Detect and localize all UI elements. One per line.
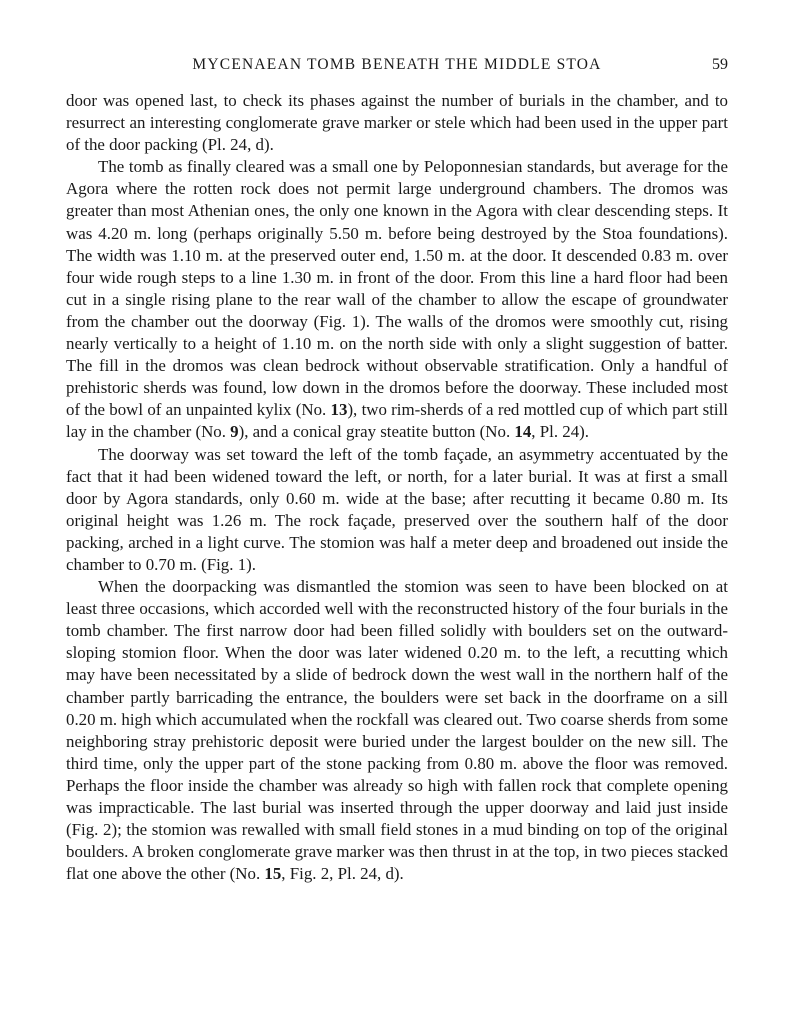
text-run: , Fig. 2, Pl. 24, d). — [281, 864, 404, 884]
body-text — [66, 90, 728, 885]
text-run: door was opened last, to check its phases against the number of burials in the chamber, and to resurrect an interesting conglomerate grave marker or stele which had been used in the upper part of the door packing (Pl. 24, d). — [66, 91, 728, 155]
running-head — [66, 56, 728, 78]
text-run: ), and a conical gray steatite button (No. — [238, 422, 515, 442]
page — [66, 56, 728, 885]
running-title: MYCENAEAN TOMB BENEATH THE MIDDLE STOA — [192, 56, 602, 73]
text-run: , Pl. 24). — [531, 422, 590, 442]
paragraph-3 — [66, 444, 728, 577]
catalog-number: 13 — [330, 400, 348, 420]
catalog-number: 15 — [264, 864, 282, 884]
paragraph-4 — [66, 576, 728, 885]
catalog-number: 9 — [230, 422, 239, 442]
text-run: The tomb as finally cleared was a small one by Peloponnesian standards, but average for the Agora where the rotten rock does not permit large underground chambers. The dromos was greater than most Athenian ones, the only one known in the Agora with clear descending steps. It was 4.20 m. long (perhaps originally 5.50 m. before being destroyed by the Stoa foundations). The width was 1.10 m. at the preserved outer end, 1.50 m. at the door. It descended 0.83 m. over four wide rough steps to a line 1.30 m. in front of the door. From this line a hard floor had been cut in a single rising plane to the rear wall of the chamber to allow the escape of groundwater from the chamber out the doorway (Fig. 1). The walls of the dromos were smoothly cut, rising nearly vertically to a height of 1.10 m. on the north side with only a slight suggestion of batter. The fill in the dromos was clean bedrock without observable stratification. Only a handful of prehistoric sherds was found, low down in the dromos before the doorway. These included most of the bowl of an unpainted kylix (No. — [66, 157, 728, 420]
paragraph-1 — [66, 90, 728, 156]
text-run: ), two rim-sherds of a red mottled cup of which part still lay in the chamber (No. — [66, 400, 728, 442]
text-run: When the doorpacking was dismantled the stomion was seen to have been blocked on at least three occasions, which accorded well with the reconstructed history of the four burials in the tomb chamber. The first narrow door had been filled solidly with boulders set on the outward-sloping stomion floor. When the door was later widened 0.20 m. to the left, a recutting which may have been necessitated by a slide of bedrock down the west wall in the northern half of the chamber partly barricading the entrance, the boulders were set back in the doorframe on a sill 0.20 m. high which accumulated when the rockfall was cleared out. Two coarse sherds from some neighboring stray prehistoric deposit were buried under the largest boulder on the new sill. The third time, only the upper part of the stone packing from 0.80 m. above the floor was removed. Perhaps the floor inside the chamber was already so high with fallen rock that complete opening was impracticable. The last burial was inserted through the upper doorway and laid just inside (Fig. 2); the stomion was rewalled with small field stones in a mud binding on top of the original boulders. A broken conglomerate grave marker was then thrust in at the top, in two pieces stacked flat one above the other (No. — [66, 577, 728, 884]
page-number: 59 — [712, 56, 728, 73]
catalog-number: 14 — [514, 422, 532, 442]
paragraph-2 — [66, 156, 728, 443]
text-run: The doorway was set toward the left of the tomb façade, an asymmetry accentuated by the fact that it had been widened toward the left, or north, for a later burial. It was at first a small door by Agora standards, only 0.60 m. wide at the base; after recutting it became 0.80 m. Its original height was 1.26 m. The rock façade, preserved over the southern half of the door packing, arched in a light curve. The stomion was half a meter deep and broadened out inside the chamber to 0.70 m. (Fig. 1). — [66, 444, 728, 574]
